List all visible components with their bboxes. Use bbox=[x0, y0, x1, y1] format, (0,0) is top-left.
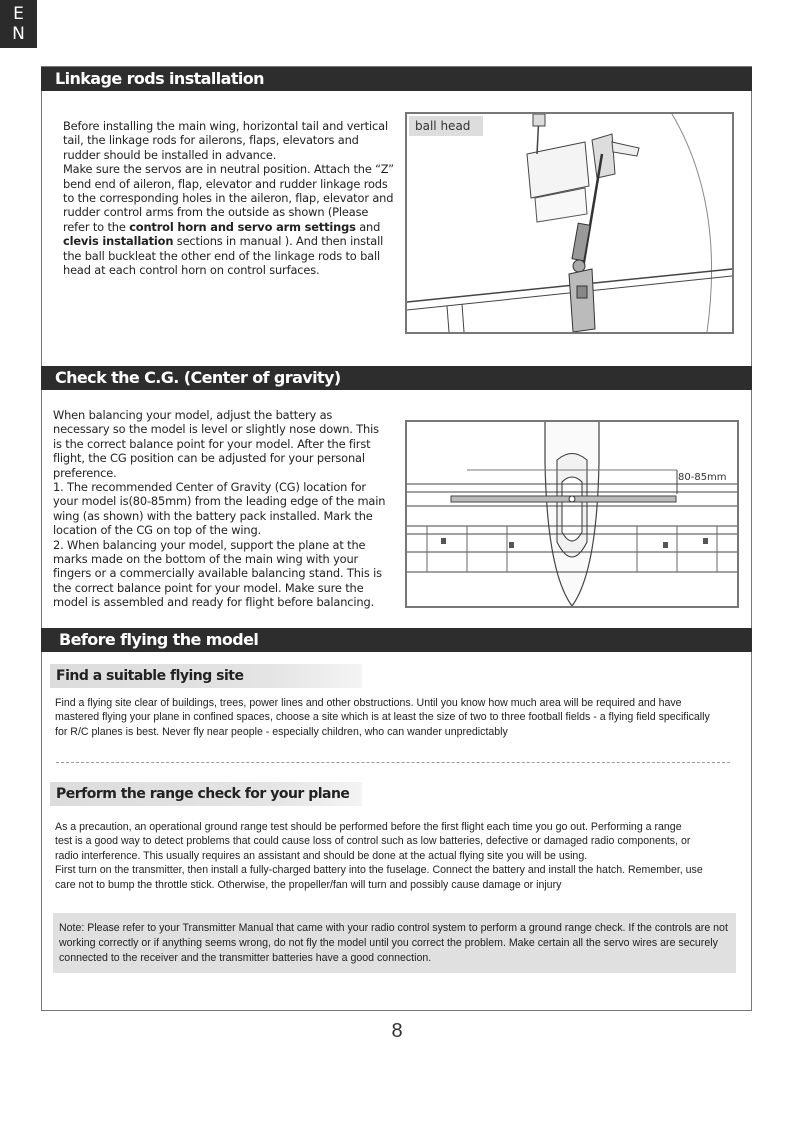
cg-measurement-label: 80-85mm bbox=[678, 472, 727, 483]
section-title-cg: Check the C.G. (Center of gravity) bbox=[55, 368, 341, 387]
section-header-cg bbox=[41, 366, 752, 390]
section-divider bbox=[56, 762, 730, 763]
section-title-before: Before flying the model bbox=[59, 630, 259, 649]
range-check-paragraph-1: As a precaution, an operational ground range test should be performed before the first flight each time you go out. Performing a range test is a good way to detect problems that could cause loss of control such as low batteries, defective or damaged radio components, or radio interference. This usually requires an assistant and should be done at the actual flying site you will be using. bbox=[55, 821, 691, 862]
section-header-linkage bbox=[41, 67, 752, 91]
section-header-before bbox=[41, 628, 752, 652]
linkage-bold-1: control horn and servo arm settings bbox=[129, 219, 356, 234]
flying-site-paragraph: Find a flying site clear of buildings, trees, power lines and other obstructions. Until you know how much area will be required and have mastered flying your plane in confined spaces, choose a site which is at least the size of two to three football fields - a flying field specifically for R/C planes is best. Never fly near people - especially children, who can wander unpredictably bbox=[55, 697, 710, 738]
linkage-text bbox=[63, 119, 396, 277]
range-check-text bbox=[55, 820, 703, 892]
cg-illustration bbox=[407, 422, 737, 606]
range-check-paragraph-2: First turn on the transmitter, then install a fully-charged battery into the fuselage. Connect the battery and install the hatch. Remember, use care not to bump the throttle stick. Otherwise, the propeller/fan will turn and possibly cause damage or injury bbox=[55, 864, 703, 891]
section-title-linkage: Linkage rods installation bbox=[55, 69, 264, 88]
cg-figure bbox=[405, 420, 739, 608]
cg-text bbox=[53, 408, 388, 610]
cg-paragraph-3: 2. When balancing your model, support the plane at the marks made on the bottom of the main wing with your fingers or a commercially available balancing stand. This is the correct balance point for your model. Make sure the model is assembled and ready for flight before balancing. bbox=[53, 537, 382, 610]
flying-site-text bbox=[55, 696, 725, 739]
linkage-paragraph-2: Make sure the servos are in neutral position. Attach the “Z” bend end of aileron, flap, elevator and rudder linkage rods to the corresponding holes in the aileron, flap, elevator and rudder control arms from the outside as shown (Please refer to the control horn and servo arm settings and clevis installation sections in manual ). And then install the ball buckleat the other end of the linkage rods to ball head at each control horn on control surfaces. bbox=[63, 162, 394, 278]
cg-paragraph-1: When balancing your model, adjust the battery as necessary so the model is level or slightly nose down. This is the correct balance point for your model. After the first flight, the CG position can be adjusted for your personal preference. bbox=[53, 408, 379, 480]
linkage-figure bbox=[405, 112, 734, 334]
linkage-illustration bbox=[407, 114, 732, 332]
cg-paragraph-2: 1. The recommended Center of Gravity (CG) location for your model is(80-85mm) from the leading edge of the main wing (as shown) with the battery pack installed. Mark the location of the CG on top of the wing. bbox=[53, 480, 386, 538]
language-letter-n: N bbox=[12, 24, 25, 44]
note-text: Note: Please refer to your Transmitter Manual that came with your radio control system to perform a ground range check. If the controls are not working correctly or if anything seems wrong, do not fly the model until you correct the problem. Make certain all the servo wires are securely connected to the receiver and the transmitter batteries have a good connection. bbox=[59, 922, 728, 964]
language-letter-e: E bbox=[13, 4, 24, 24]
linkage-paragraph-1: Before installing the main wing, horizontal tail and vertical tail, the linkage rods for ailerons, flaps, elevators and rudder should be installed in advance. bbox=[63, 119, 388, 162]
range-check-note bbox=[53, 913, 736, 973]
linkage-bold-2: clevis installation bbox=[63, 234, 174, 249]
page-number: 8 bbox=[391, 1020, 403, 1042]
subheader-range-check: Perform the range check for your plane bbox=[50, 782, 362, 806]
language-tab bbox=[0, 0, 37, 48]
subheader-flying-site: Find a suitable flying site bbox=[50, 664, 362, 688]
ball-head-label: ball head bbox=[409, 116, 483, 136]
